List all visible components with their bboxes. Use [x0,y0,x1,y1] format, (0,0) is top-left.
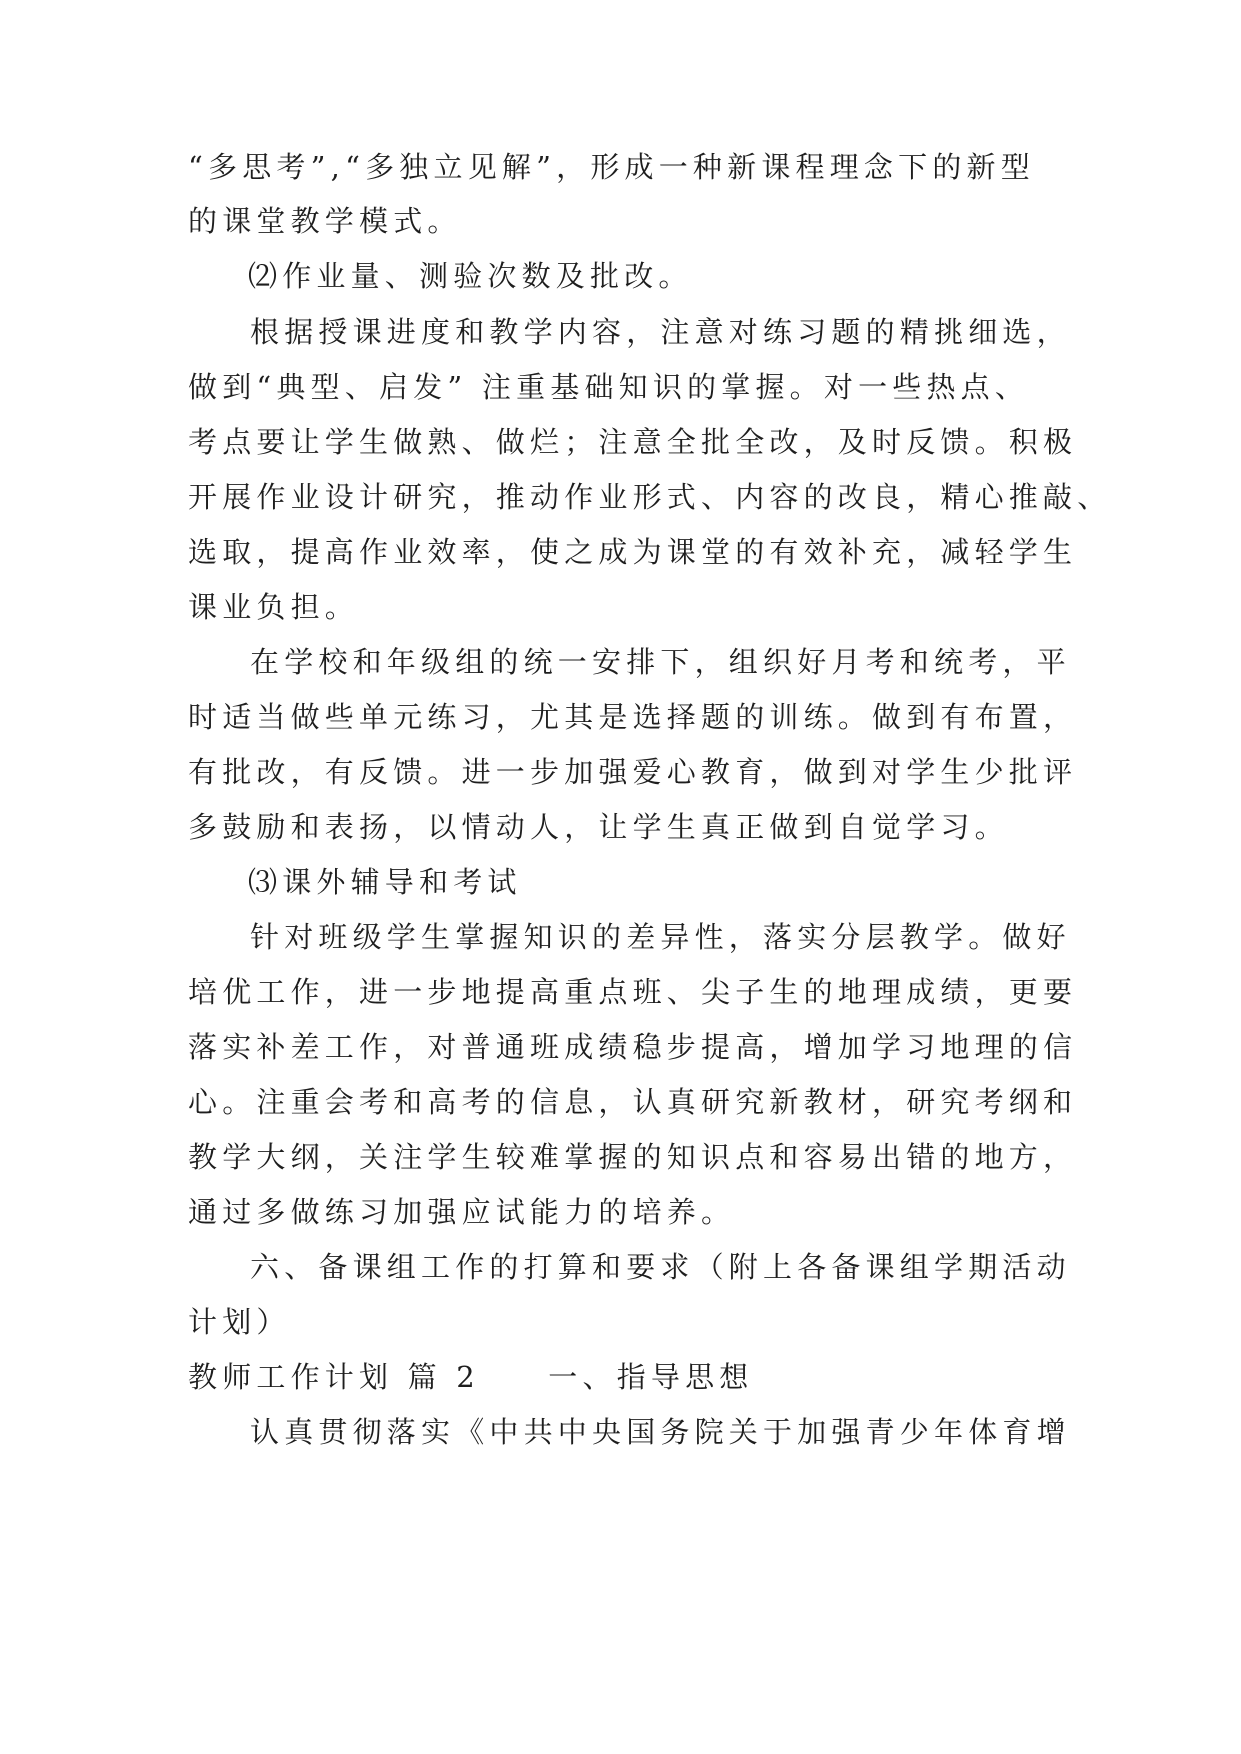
paragraph-line: 教学大纲，关注学生较难掌握的知识点和容易出错的地方， [188,1140,1078,1174]
paragraph-line: 通过多做练习加强应试能力的培养。 [188,1195,736,1229]
section-heading: ⑶课外辅导和考试 [248,865,522,899]
paragraph-line: 根据授课进度和教学内容，注意对练习题的精挑细选， [250,315,1071,349]
paragraph-line: 的课堂教学模式。 [188,204,462,238]
paragraph-line: 考点要让学生做熟、做烂；注意全批全改，及时反馈。积极 [188,425,1078,459]
paragraph-line: 针对班级学生掌握知识的差异性，落实分层教学。做好 [250,920,1071,954]
paragraph-line: 多鼓励和表扬，以情动人，让学生真正做到自觉学习。 [188,810,1009,844]
paragraph-line: 认真贯彻落实《中共中央国务院关于加强青少年体育增 [250,1415,1071,1449]
article-title-line: 教师工作计划 篇 2 一、指导思想 [188,1360,754,1394]
paragraph-line: 选取，提高作业效率，使之成为课堂的有效补充，减轻学生 [188,535,1078,569]
section-heading: 六、备课组工作的打算和要求（附上各备课组学期活动 [250,1250,1071,1284]
paragraph-line: “多思考”,“多独立见解”，形成一种新课程理念下的新型 [188,150,1035,184]
paragraph-line: 时适当做些单元练习，尤其是选择题的训练。做到有布置， [188,700,1078,734]
paragraph-line: 落实补差工作，对普通班成绩稳步提高，增加学习地理的信 [188,1030,1078,1064]
paragraph-line: 在学校和年级组的统一安排下，组织好月考和统考，平 [250,645,1071,679]
paragraph-line: 有批改，有反馈。进一步加强爱心教育，做到对学生少批评 [188,755,1078,789]
paragraph-line: 培优工作，进一步地提高重点班、尖子生的地理成绩，更要 [188,975,1078,1009]
paragraph-line: 课业负担。 [188,590,360,624]
section-heading: ⑵作业量、测验次数及批改。 [248,259,693,293]
paragraph-line: 心。注重会考和高考的信息，认真研究新教材，研究考纲和 [188,1085,1078,1119]
paragraph-line: 计划） [188,1305,291,1339]
paragraph-line: 开展作业设计研究，推动作业形式、内容的改良，精心推敲、 [188,480,1112,514]
paragraph-line: 做到“典型、启发” 注重基础知识的掌握。对一些热点、 [188,370,1030,404]
